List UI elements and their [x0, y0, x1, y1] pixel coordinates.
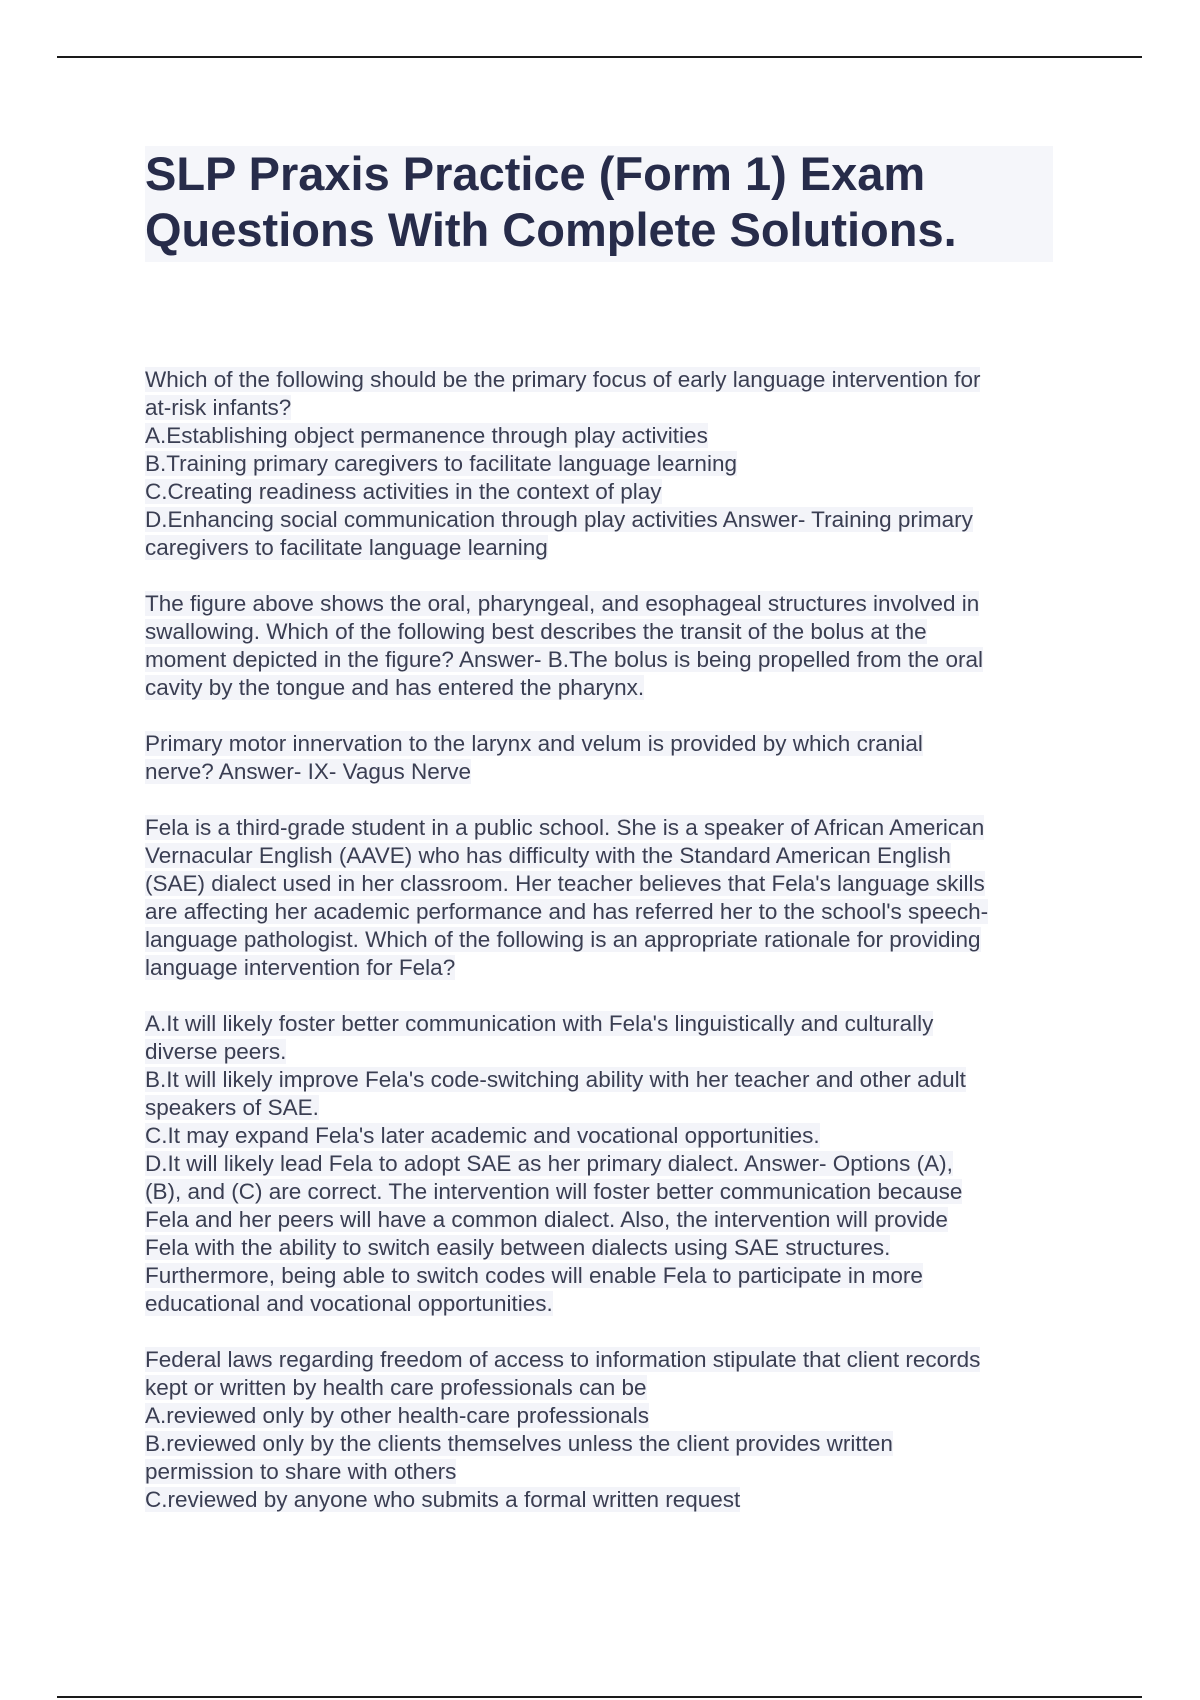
text-line: Federal laws regarding freedom of access to information stipulate that client records	[145, 1347, 981, 1372]
page-title-line: Questions With Complete Solutions.	[145, 203, 957, 256]
text-line: C.reviewed by anyone who submits a formal written request	[145, 1487, 741, 1512]
text-line: language intervention for Fela?	[145, 955, 456, 980]
bottom-divider	[57, 1696, 1142, 1698]
question-block	[145, 1346, 1057, 1514]
question-block	[145, 366, 1057, 562]
text-line: D.It will likely lead Fela to adopt SAE as her primary dialect. Answer- Options (A),	[145, 1151, 953, 1176]
text-line: caregivers to facilitate language learning	[145, 535, 548, 560]
text-line: D.Enhancing social communication through play activities Answer- Training primary	[145, 507, 973, 532]
text-line: Furthermore, being able to switch codes will enable Fela to participate in more	[145, 1263, 923, 1288]
document-body	[145, 366, 1057, 1542]
text-line: Which of the following should be the primary focus of early language intervention for	[145, 367, 981, 392]
text-line: diverse peers.	[145, 1039, 287, 1064]
text-line: Fela is a third-grade student in a public school. She is a speaker of African American	[145, 815, 985, 840]
page-title-line: SLP Praxis Practice (Form 1) Exam	[145, 147, 926, 200]
text-line: A.It will likely foster better communication with Fela's linguistically and culturally	[145, 1011, 934, 1036]
text-line: speakers of SAE.	[145, 1095, 319, 1120]
text-line: Primary motor innervation to the larynx and velum is provided by which cranial	[145, 731, 923, 756]
text-line: Vernacular English (AAVE) who has difficulty with the Standard American English	[145, 843, 951, 868]
question-block	[145, 814, 1057, 982]
text-line: (SAE) dialect used in her classroom. Her teacher believes that Fela's language skills	[145, 871, 985, 896]
text-line: moment depicted in the figure? Answer- B.The bolus is being propelled from the oral	[145, 647, 983, 672]
text-line: C.It may expand Fela's later academic and vocational opportunities.	[145, 1123, 820, 1148]
question-block	[145, 730, 1057, 786]
text-line: educational and vocational opportunities.	[145, 1291, 553, 1316]
text-line: are affecting her academic performance and has referred her to the school's speech-	[145, 899, 989, 924]
title-block	[145, 146, 1053, 262]
text-line: A.reviewed only by other health-care professionals	[145, 1403, 650, 1428]
text-line: B.reviewed only by the clients themselves unless the client provides written	[145, 1431, 893, 1456]
text-line: language pathologist. Which of the following is an appropriate rationale for providing	[145, 927, 981, 952]
question-block	[145, 590, 1057, 702]
text-line: kept or written by health care professionals can be	[145, 1375, 647, 1400]
text-line: nerve? Answer- IX- Vagus Nerve	[145, 759, 471, 784]
page-title	[145, 146, 1053, 258]
text-line: B.It will likely improve Fela's code-switching ability with her teacher and other adult	[145, 1067, 966, 1092]
answer-options-block	[145, 1010, 1057, 1318]
text-line: (B), and (C) are correct. The intervention will foster better communication because	[145, 1179, 963, 1204]
text-line: cavity by the tongue and has entered the pharynx.	[145, 675, 645, 700]
text-line: C.Creating readiness activities in the context of play	[145, 479, 662, 504]
text-line: at-risk infants?	[145, 395, 292, 420]
text-line: A.Establishing object permanence through play activities	[145, 423, 708, 448]
text-line: The figure above shows the oral, pharyngeal, and esophageal structures involved in	[145, 591, 980, 616]
text-line: permission to share with others	[145, 1459, 457, 1484]
text-line: B.Training primary caregivers to facilitate language learning	[145, 451, 737, 476]
text-line: swallowing. Which of the following best describes the transit of the bolus at the	[145, 619, 927, 644]
text-line: Fela with the ability to switch easily between dialects using SAE structures.	[145, 1235, 891, 1260]
top-divider	[57, 56, 1142, 58]
text-line: Fela and her peers will have a common dialect. Also, the intervention will provide	[145, 1207, 948, 1232]
